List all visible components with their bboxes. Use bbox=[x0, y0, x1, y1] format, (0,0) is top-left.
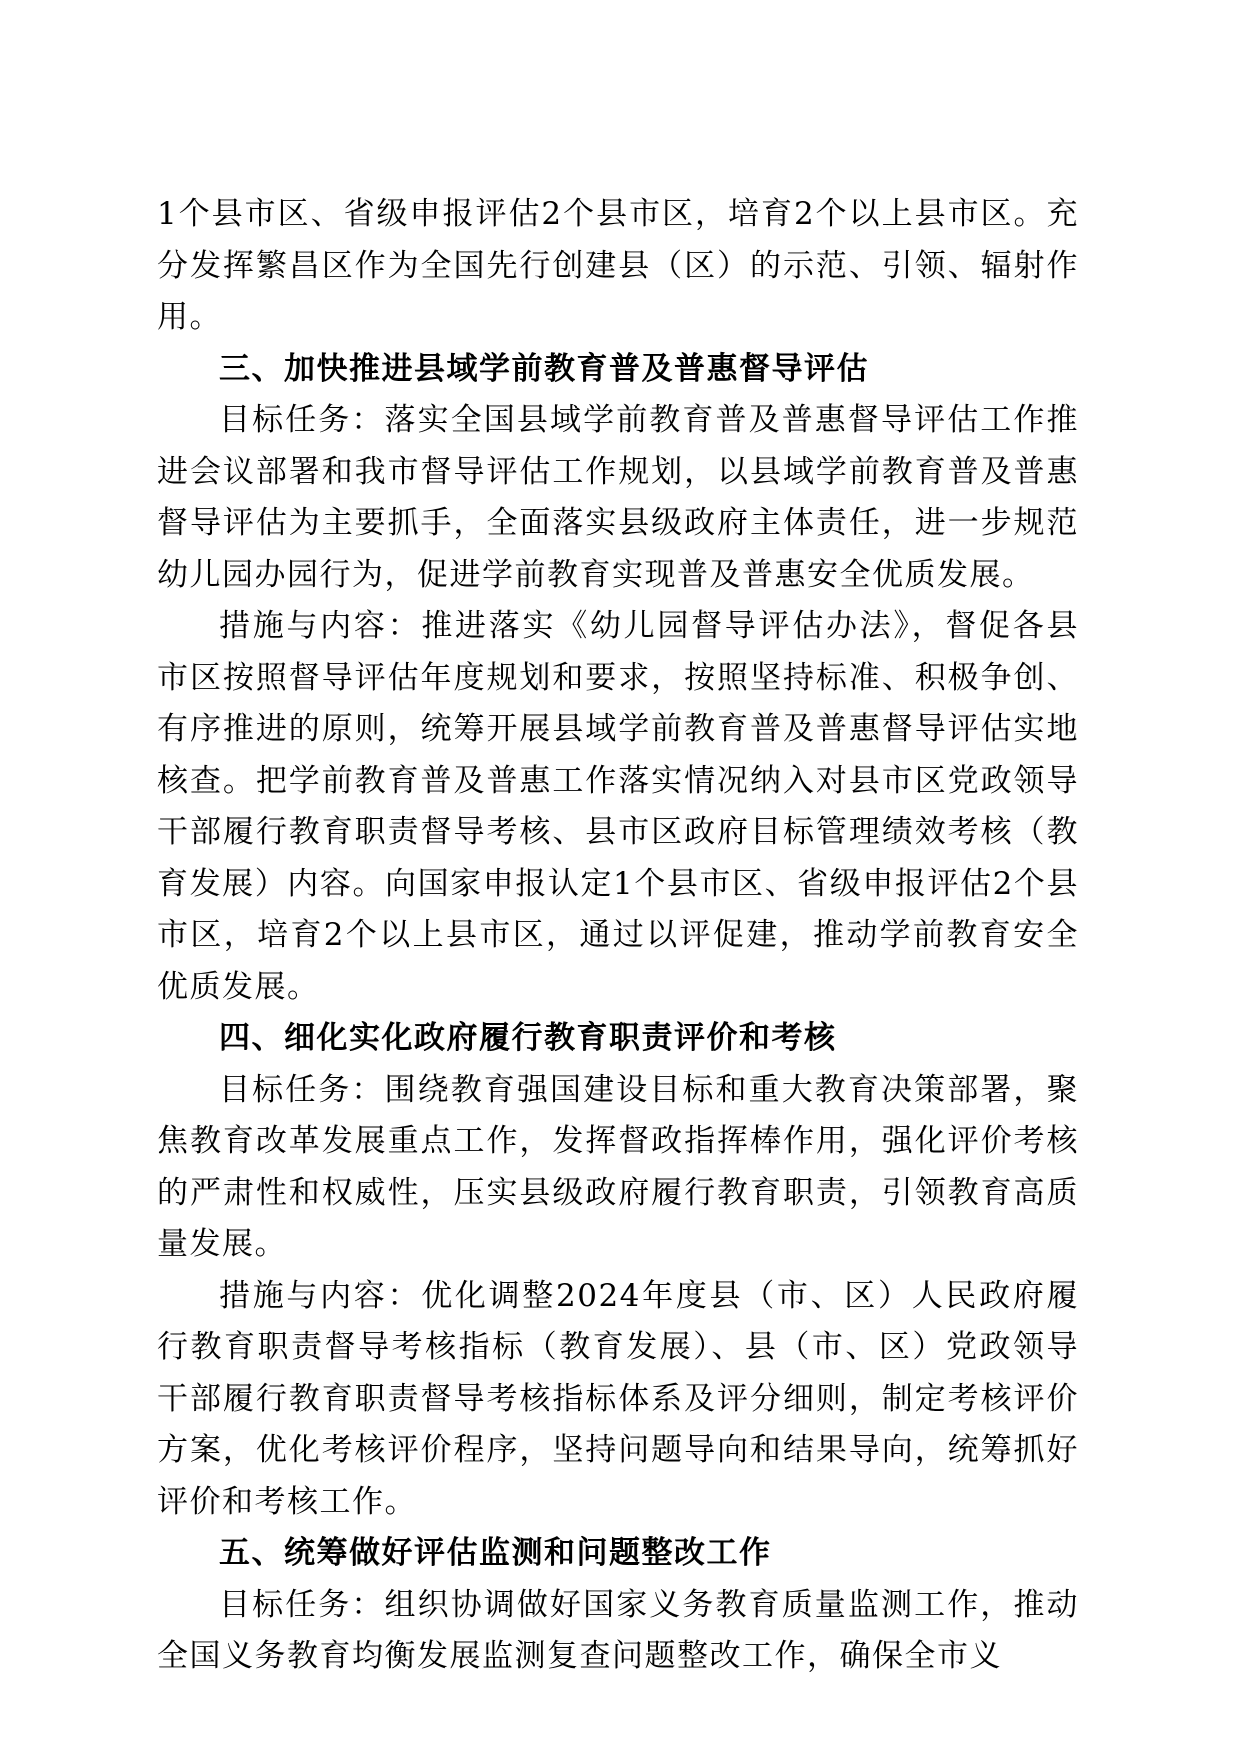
body-paragraph-continuation: 1个县市区、省级申报评估2个县市区，培育2个以上县市区。充分发挥繁昌区作为全国先行创建县（区）的示范、引领、辐射作用。 bbox=[157, 196, 1079, 335]
body-paragraph-measures-4: 措施与内容：优化调整2024年度县（市、区）人民政府履行教育职责督导考核指标（教育发展）、县（市、区）党政领导干部履行教育职责督导考核指标体系及评分细则，制定考核评价方案，优化考核评价程序，坚持问题导向和结果导向，统筹抓好评价和考核工作。 bbox=[157, 1277, 1079, 1520]
body-paragraph-goals-3: 目标任务：落实全国县域学前教育普及普惠督导评估工作推进会议部署和我市督导评估工作规划，以县域学前教育普及普惠督导评估为主要抓手，全面落实县级政府主体责任，进一步规范幼儿园办园行为，促进学前教育实现普及普惠安全优质发展。 bbox=[157, 402, 1079, 593]
body-paragraph-measures-3: 措施与内容：推进落实《幼儿园督导评估办法》，督促各县市区按照督导评估年度规划和要求，按照坚持标准、积极争创、有序推进的原则，统筹开展县域学前教育普及普惠督导评估实地核查。把学前教育普及普惠工作落实情况纳入对县市区党政领导干部履行教育职责督导考核、县市区政府目标管理绩效考核（教育发展）内容。向国家申报认定1个县市区、省级申报评估2个县市区，培育2个以上县市区，通过以评促建，推动学前教育安全优质发展。 bbox=[157, 608, 1079, 1005]
body-paragraph-goals-5: 目标任务：组织协调做好国家义务教育质量监测工作，推动全国义务教育均衡发展监测复查问题整改工作，确保全市义 bbox=[157, 1586, 1079, 1674]
body-paragraph-goals-4: 目标任务：围绕教育强国建设目标和重大教育决策部署，聚焦教育改革发展重点工作，发挥督政指挥棒作用，强化评价考核的严肃性和权威性，压实县级政府履行教育职责，引领教育高质量发展。 bbox=[157, 1071, 1079, 1262]
section-heading-3: 三、加快推进县域学前教育普及普惠督导评估 bbox=[219, 350, 869, 387]
section-heading-5: 五、统筹做好评估监测和问题整改工作 bbox=[219, 1535, 772, 1571]
section-heading-4: 四、细化实化政府履行教育职责评价和考核 bbox=[219, 1020, 837, 1056]
document-page bbox=[157, 189, 1079, 1683]
